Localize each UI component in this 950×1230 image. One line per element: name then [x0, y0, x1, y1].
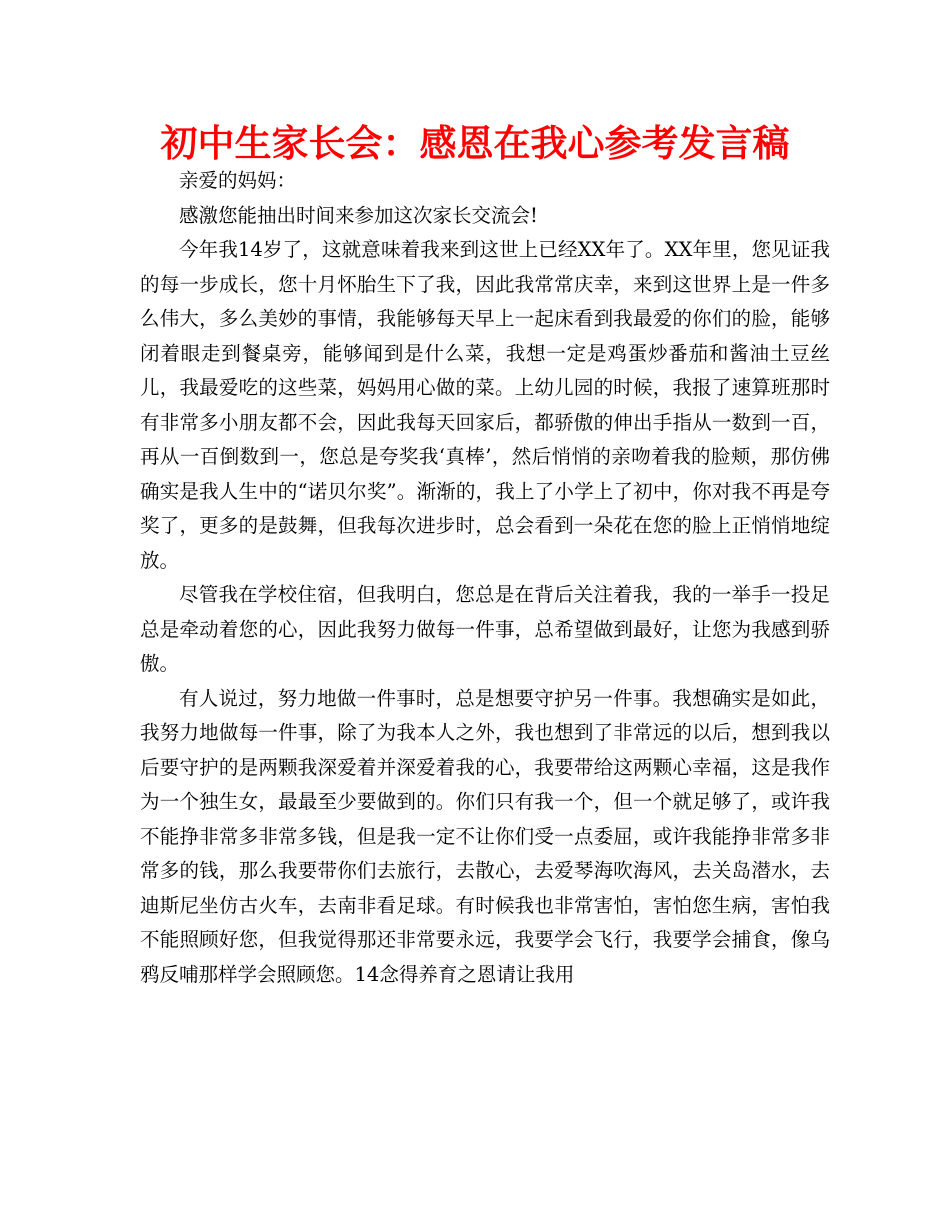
page-title: 初中生家长会：感恩在我心参考发言稿 — [160, 122, 790, 165]
paragraph-3: 有人说过，努力地做一件事时，总是想要守护另一件事。我想确实是如此，我努力地做每一件事，除了为我本人之外，我也想到了非常远的以后，想到我以后要守护的是两颗我深爱着并深爱着我的心，我要带给这两颗心幸福，这是我作为一个独生女，最最至少要做到的。你们只有我一个，但一个就足够了，或许我不能挣非常多非常多钱，但是我一定不让你们受一点委屈，或许我能挣非常多非常多的钱，那么我要带你们去旅行，去散心，去爱琴海吹海风，去关岛潜水，去迪斯尼坐仿古火车，去南非看足球。有时候我也非常害怕，害怕您生病，害怕我不能照顾好您，但我觉得那还非常要永远，我要学会飞行，我要学会捕食，像乌鸦反哺那样学会照顾您。14念得养育之恩请让我用 — [140, 686, 830, 986]
salutation: 亲爱的妈妈： — [179, 169, 297, 192]
document-body — [140, 164, 830, 992]
paragraph-2: 尽管我在学校住宿，但我明白，您总是在背后关注着我，我的一举手一投足总是牵动着您的心，因此我努力做每一件事，总希望做到最好，让您为我感到骄傲。 — [140, 583, 830, 675]
opening-line: 感激您能抽出时间来参加这次家长交流会! — [179, 203, 538, 227]
paragraph-1: 今年我14岁了，这就意味着我来到这世上已经XX年了。XX年里，您见证我的每一步成长，您十月怀胎生下了我，因此我常常庆幸，来到这世界上是一件多么伟大，多么美妙的事情，我能够每天早上一起床看到我最爱的你们的脸，能够闭着眼走到餐桌旁，能够闻到是什么菜，我想一定是鸡蛋炒番茄和酱油土豆丝儿，我最爱吃的这些菜，妈妈用心做的菜。上幼儿园的时候，我报了速算班那时有非常多小朋友都不会，因此我每天回家后，都骄傲的伸出手指从一数到一百，再从一百倒数到一，您总是夸奖我‘真棒’，然后悄悄的亲吻着我的脸颊，那仿佛确实是我人生中的“诺贝尔奖”。渐渐的，我上了小学上了初中，你对我不再是夸奖了，更多的是鼓舞，但我每次进步时，总会看到一朵花在您的脸上正悄悄地绽放。 — [140, 238, 830, 572]
